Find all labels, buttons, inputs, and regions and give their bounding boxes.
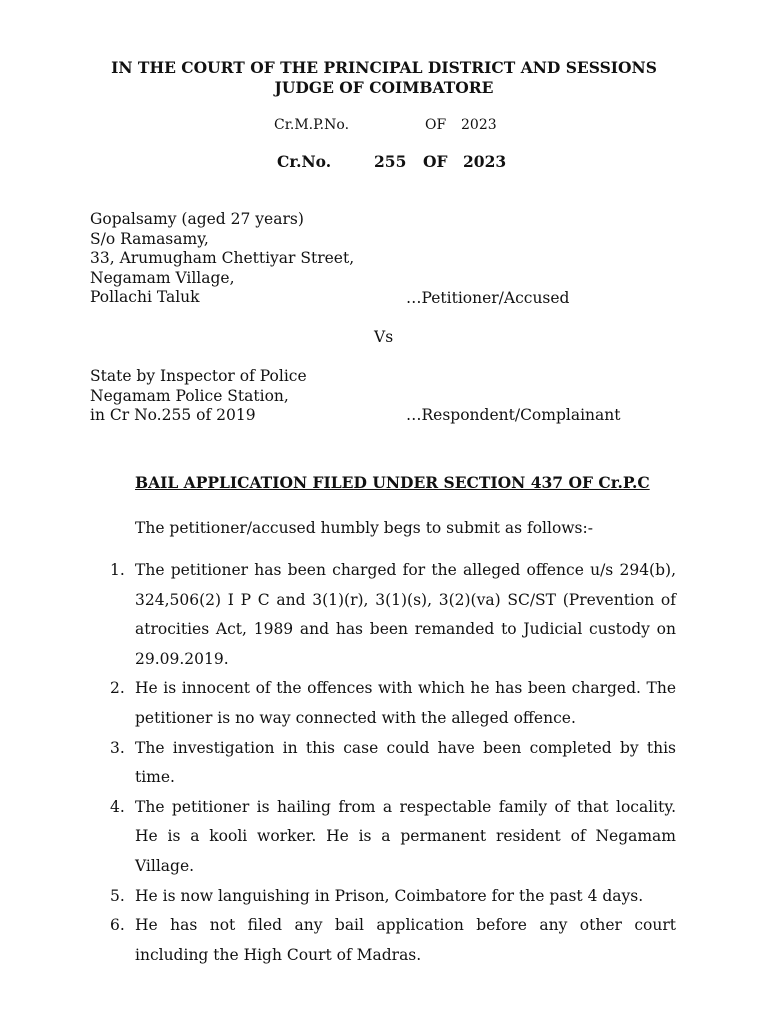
petitioner-line: Negamam Village, bbox=[90, 268, 235, 287]
list-item bbox=[110, 882, 676, 912]
list-item-text: The petitioner is hailing from a respectable family of that locality. He is a kooli worker. He is a permanent resident of Negamam Village. bbox=[135, 797, 676, 875]
grounds-list bbox=[110, 556, 676, 970]
list-item-number: 4. bbox=[110, 797, 125, 816]
petitioner-line: 33, Arumugham Chettiyar Street, bbox=[90, 249, 355, 268]
petitioner-block bbox=[90, 210, 354, 308]
list-item-number: 1. bbox=[110, 561, 125, 579]
crno-label: Cr.No. bbox=[277, 152, 332, 171]
list-item-number: 2. bbox=[110, 679, 125, 698]
respondent-line: in Cr No.255 of 2019 bbox=[90, 406, 256, 425]
crmp-label: Cr.M.P.No. bbox=[274, 117, 350, 133]
court-title-line1: IN THE COURT OF THE PRINCIPAL DISTRICT AND SESSIONS bbox=[111, 58, 657, 77]
list-item bbox=[110, 911, 676, 970]
list-item-text: The investigation in this case could have been completed by this time. bbox=[135, 738, 676, 787]
list-item-number: 6. bbox=[110, 916, 125, 935]
list-item-text: He is now languishing in Prison, Coimbatore for the past 4 days. bbox=[135, 886, 644, 905]
list-item bbox=[110, 793, 676, 882]
list-item bbox=[110, 734, 676, 793]
application-heading: BAIL APPLICATION FILED UNDER SECTION 437 OF Cr.P.C bbox=[135, 473, 650, 492]
respondent-line: State by Inspector of Police bbox=[90, 367, 307, 385]
respondent-block bbox=[90, 367, 307, 426]
crmp-of: OF bbox=[425, 117, 447, 133]
crmp-year: 2023 bbox=[461, 117, 497, 133]
list-item bbox=[110, 674, 676, 733]
crno-year: 2023 bbox=[463, 152, 507, 171]
versus-label: Vs bbox=[374, 328, 394, 346]
respondent-role: …Respondent/Complainant bbox=[406, 406, 621, 424]
crno-number: 255 bbox=[374, 152, 407, 171]
intro-paragraph: The petitioner/accused humbly begs to submit as follows:- bbox=[135, 519, 593, 537]
list-item-number: 5. bbox=[110, 886, 125, 905]
petitioner-line: S/o Ramasamy, bbox=[90, 229, 209, 248]
petitioner-line: Pollachi Taluk bbox=[90, 288, 200, 307]
list-item bbox=[110, 556, 676, 674]
court-title-line2: JUDGE OF COIMBATORE bbox=[274, 78, 494, 97]
list-item-text: He is innocent of the offences with which he has been charged. The petitioner is no way connected with the alleged offence. bbox=[135, 679, 676, 727]
crno-of: OF bbox=[423, 152, 448, 171]
petitioner-role: …Petitioner/Accused bbox=[406, 289, 570, 307]
list-item-number: 3. bbox=[110, 738, 125, 757]
list-item-text: He has not filed any bail application before any other court including the High Court of Madras. bbox=[135, 916, 676, 964]
petitioner-line: Gopalsamy (aged 27 years) bbox=[90, 210, 304, 228]
respondent-line: Negamam Police Station, bbox=[90, 386, 289, 405]
list-item-text: The petitioner has been charged for the alleged offence u/s 294(b), 324,506(2) I P C and 3(1)(r), 3(1)(s), 3(2)(va) SC/ST (Prevention of atrocities Act, 1989 and has been remanded to Judicial custody on 29.09.2019. bbox=[135, 561, 676, 668]
